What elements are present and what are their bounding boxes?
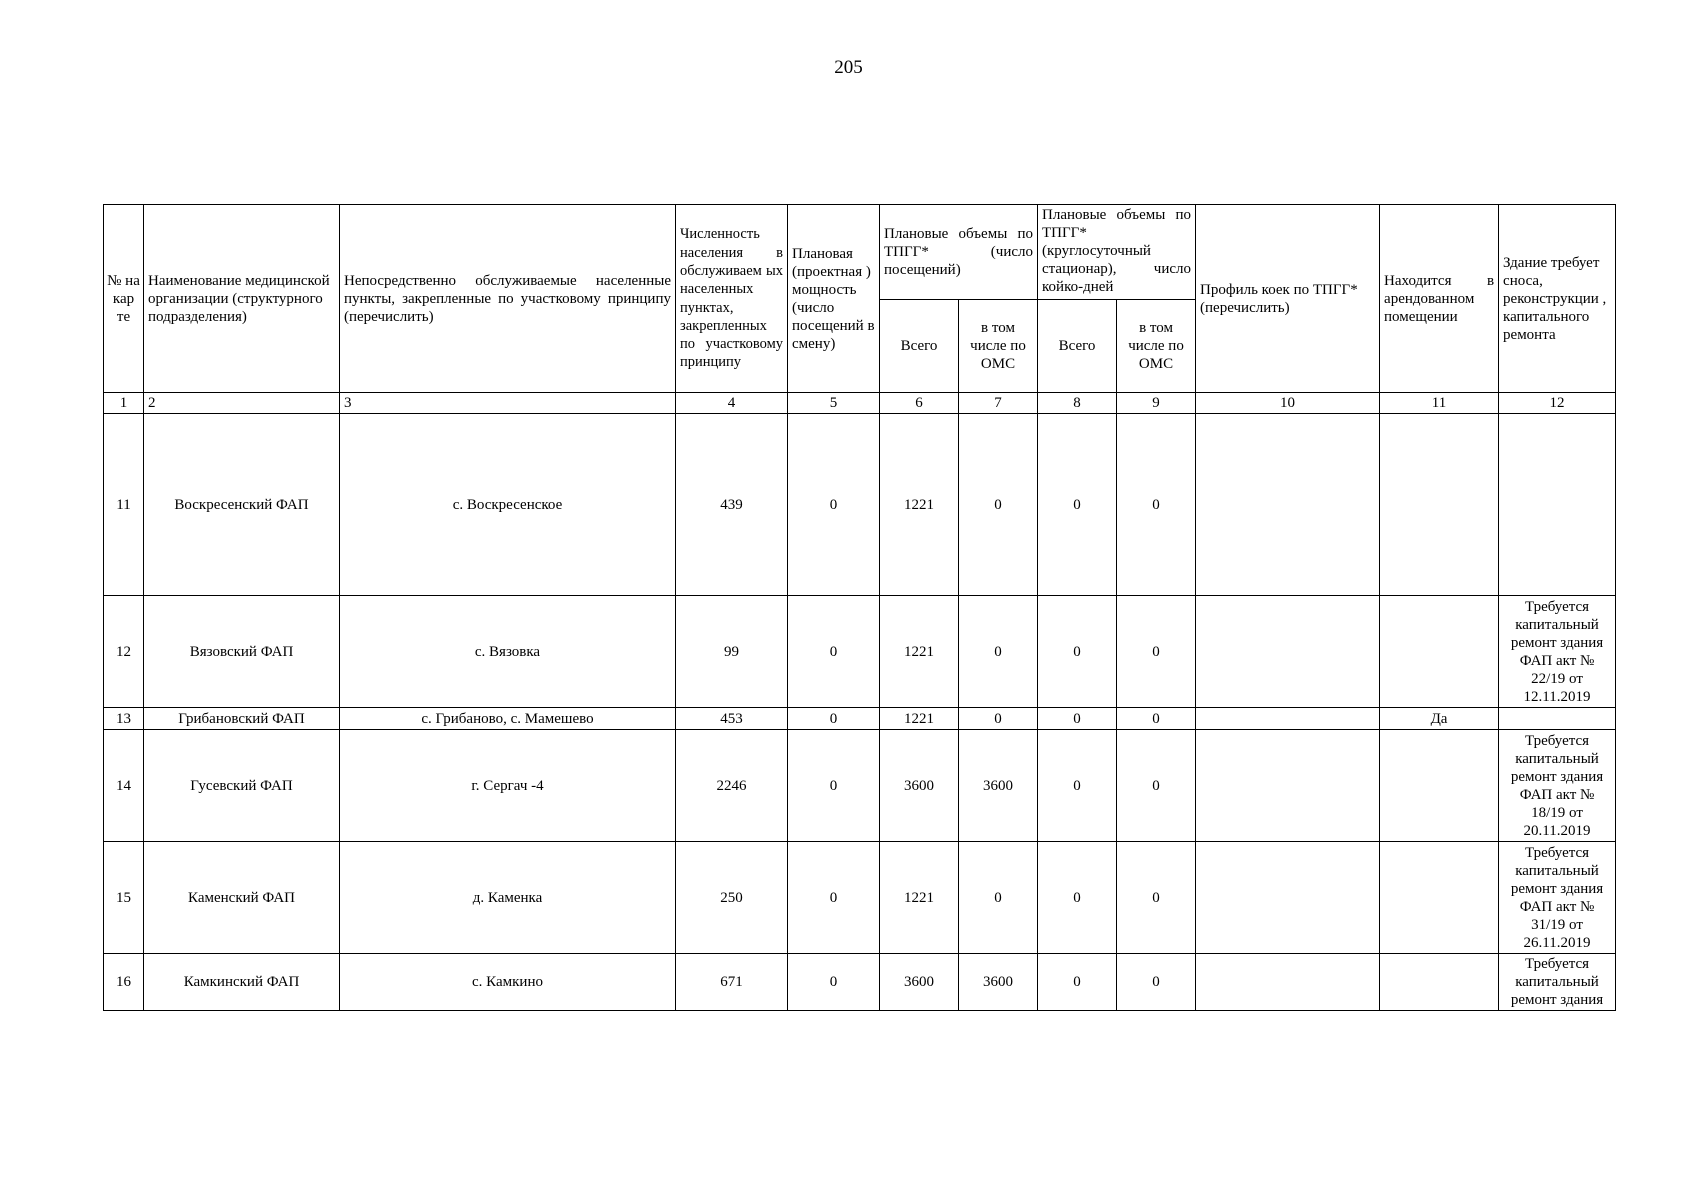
cell-number: 12: [104, 596, 144, 708]
cell-repair: Требуется капитальный ремонт здания ФАП акт № 31/19 от 26.11.2019: [1499, 842, 1616, 954]
cell-repair: [1499, 708, 1616, 730]
header-repair: Здание требует сноса, реконструкции , капитального ремонта: [1499, 205, 1616, 393]
cell-beds-oms: 0: [1117, 708, 1196, 730]
cell-repair: Требуется капитальный ремонт здания: [1499, 954, 1616, 1011]
column-number: 11: [1380, 393, 1499, 414]
cell-rented: [1380, 596, 1499, 708]
facilities-table: [103, 204, 1616, 1011]
cell-beds-total: 0: [1038, 954, 1117, 1011]
cell-profile: [1196, 596, 1380, 708]
cell-settlements: с. Воскресенское: [340, 414, 676, 596]
cell-name: Вязовский ФАП: [144, 596, 340, 708]
cell-profile: [1196, 414, 1380, 596]
cell-settlements: д. Каменка: [340, 842, 676, 954]
header-visits-total: Всего: [880, 300, 959, 393]
cell-visits-total: 1221: [880, 596, 959, 708]
column-number: 3: [340, 393, 676, 414]
cell-beds-oms: 0: [1117, 730, 1196, 842]
cell-visits-oms: 3600: [959, 954, 1038, 1011]
page-number: 205: [834, 57, 863, 78]
header-beds-total: Всего: [1038, 300, 1117, 393]
cell-visits-oms: 3600: [959, 730, 1038, 842]
column-number: 7: [959, 393, 1038, 414]
cell-capacity: 0: [788, 414, 880, 596]
column-number: 8: [1038, 393, 1117, 414]
table-row: [104, 954, 1616, 1011]
header-bed-profile: Профиль коек по ТПГГ* (перечислить): [1196, 205, 1380, 393]
cell-capacity: 0: [788, 730, 880, 842]
cell-visits-total: 1221: [880, 708, 959, 730]
cell-capacity: 0: [788, 842, 880, 954]
cell-number: 11: [104, 414, 144, 596]
cell-visits-total: 1221: [880, 414, 959, 596]
cell-visits-oms: 0: [959, 708, 1038, 730]
cell-capacity: 0: [788, 708, 880, 730]
cell-capacity: 0: [788, 596, 880, 708]
table-row: [104, 414, 1616, 596]
cell-rented: [1380, 730, 1499, 842]
header-visits-group: Плановые объемы по ТПГГ* (число посещений): [880, 205, 1038, 300]
cell-visits-oms: 0: [959, 414, 1038, 596]
cell-number: 14: [104, 730, 144, 842]
header-map-number: № на кар те: [104, 205, 144, 393]
cell-profile: [1196, 730, 1380, 842]
cell-settlements: с. Вязовка: [340, 596, 676, 708]
cell-visits-total: 3600: [880, 730, 959, 842]
cell-rented: Да: [1380, 708, 1499, 730]
table-row: [104, 596, 1616, 708]
cell-population: 250: [676, 842, 788, 954]
cell-profile: [1196, 708, 1380, 730]
cell-population: 439: [676, 414, 788, 596]
cell-name: Грибановский ФАП: [144, 708, 340, 730]
header-beds-oms: в том числе по ОМС: [1117, 300, 1196, 393]
cell-beds-oms: 0: [1117, 596, 1196, 708]
header-rented: Находится в арендованном помещении: [1380, 205, 1499, 393]
header-row-1: [104, 205, 1616, 300]
column-number: 9: [1117, 393, 1196, 414]
cell-beds-oms: 0: [1117, 842, 1196, 954]
cell-beds-total: 0: [1038, 596, 1117, 708]
cell-number: 16: [104, 954, 144, 1011]
table-row: [104, 842, 1616, 954]
cell-beds-total: 0: [1038, 842, 1117, 954]
table-row: [104, 708, 1616, 730]
cell-name: Камкинский ФАП: [144, 954, 340, 1011]
column-number: 1: [104, 393, 144, 414]
header-population: Численность населения в обслуживаем ых населенных пунктах, закрепленных по участковому принципу: [676, 205, 788, 393]
cell-capacity: 0: [788, 954, 880, 1011]
header-settlements: Непосредственно обслуживаемые населенные пункты, закрепленные по участковому принципу (перечислить): [340, 205, 676, 393]
header-organization-name: Наименование медицинской организации (структурного подразделения): [144, 205, 340, 393]
header-beds-group: Плановые объемы по ТПГГ* (круглосуточный стационар), число койко-дней: [1038, 205, 1196, 300]
column-number: 4: [676, 393, 788, 414]
cell-visits-oms: 0: [959, 596, 1038, 708]
cell-name: Каменский ФАП: [144, 842, 340, 954]
cell-beds-total: 0: [1038, 730, 1117, 842]
cell-beds-oms: 0: [1117, 414, 1196, 596]
cell-population: 2246: [676, 730, 788, 842]
column-number: 5: [788, 393, 880, 414]
cell-visits-total: 1221: [880, 842, 959, 954]
cell-number: 15: [104, 842, 144, 954]
cell-repair: [1499, 414, 1616, 596]
cell-repair: Требуется капитальный ремонт здания ФАП акт № 22/19 от 12.11.2019: [1499, 596, 1616, 708]
cell-number: 13: [104, 708, 144, 730]
cell-rented: [1380, 414, 1499, 596]
column-number: 12: [1499, 393, 1616, 414]
cell-population: 671: [676, 954, 788, 1011]
column-numbers-row: [104, 393, 1616, 414]
table-row: [104, 730, 1616, 842]
cell-name: Гусевский ФАП: [144, 730, 340, 842]
cell-profile: [1196, 842, 1380, 954]
cell-settlements: с. Камкино: [340, 954, 676, 1011]
cell-settlements: г. Сергач -4: [340, 730, 676, 842]
cell-beds-total: 0: [1038, 708, 1117, 730]
cell-profile: [1196, 954, 1380, 1011]
cell-rented: [1380, 842, 1499, 954]
cell-name: Воскресенский ФАП: [144, 414, 340, 596]
header-visits-oms: в том числе по ОМС: [959, 300, 1038, 393]
column-number: 10: [1196, 393, 1380, 414]
header-capacity: Плановая (проектная ) мощность (число посещений в смену): [788, 205, 880, 393]
cell-visits-total: 3600: [880, 954, 959, 1011]
cell-rented: [1380, 954, 1499, 1011]
cell-beds-oms: 0: [1117, 954, 1196, 1011]
cell-population: 453: [676, 708, 788, 730]
cell-repair: Требуется капитальный ремонт здания ФАП акт № 18/19 от 20.11.2019: [1499, 730, 1616, 842]
column-number: 6: [880, 393, 959, 414]
cell-population: 99: [676, 596, 788, 708]
column-number: 2: [144, 393, 340, 414]
cell-beds-total: 0: [1038, 414, 1117, 596]
cell-settlements: с. Грибаново, с. Мамешево: [340, 708, 676, 730]
cell-visits-oms: 0: [959, 842, 1038, 954]
